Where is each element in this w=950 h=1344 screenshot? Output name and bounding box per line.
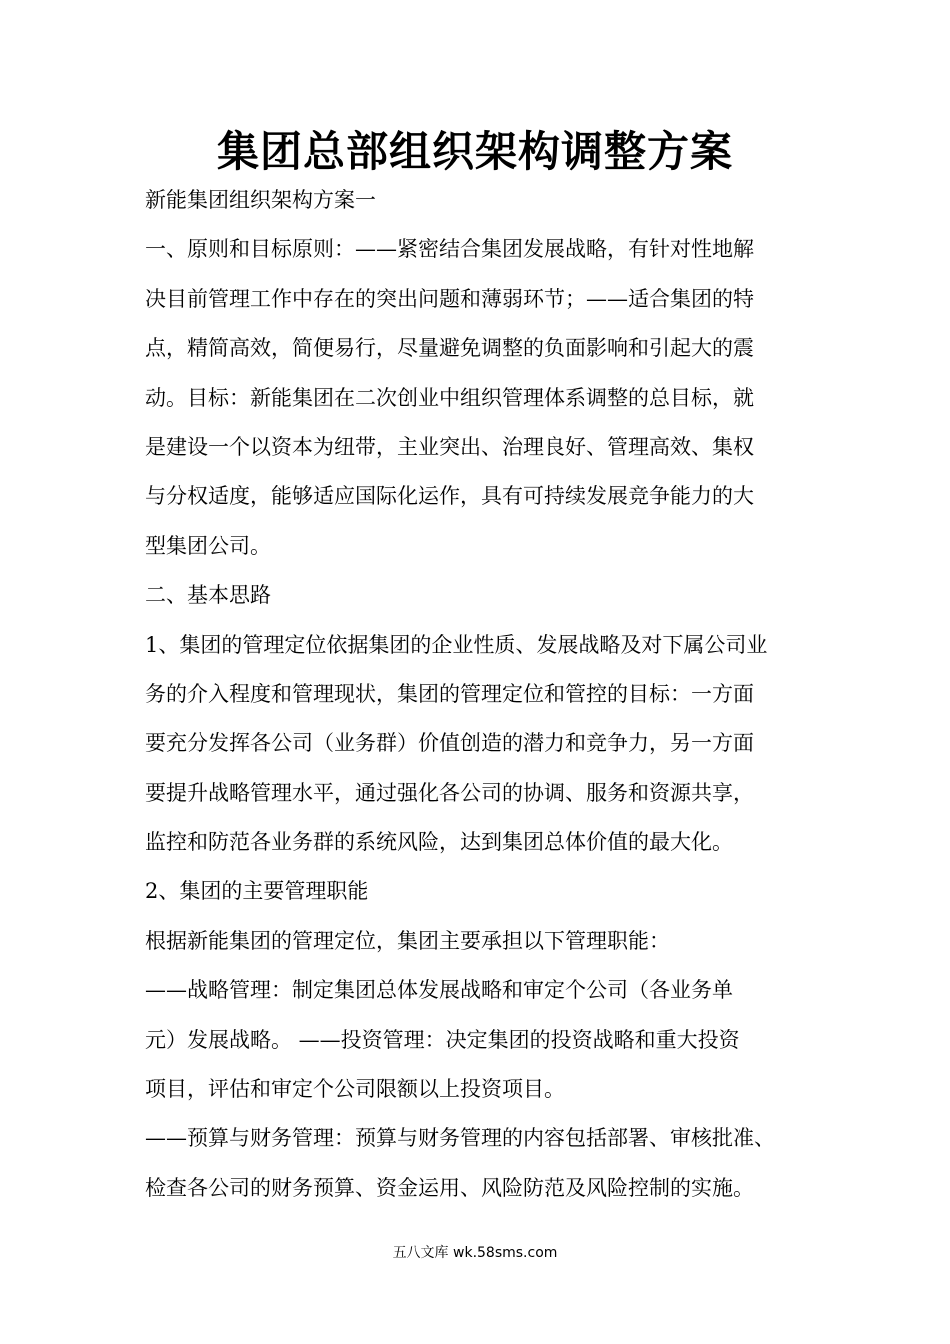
body-line: 要充分发挥各公司（业务群）价值创造的潜力和竞争力，另一方面	[145, 731, 754, 756]
body-line: ——预算与财务管理：预算与财务管理的内容包括部署、审核批准、	[145, 1126, 775, 1151]
page-footer: 五八文库 wk.58sms.com	[392, 1245, 558, 1261]
body-line: 动。目标：新能集团在二次创业中组织管理体系调整的总目标，就	[145, 385, 754, 410]
body-line: 监控和防范各业务群的系统风险，达到集团总体价值的最大化。	[145, 830, 733, 855]
subsection-heading: 2、集团的主要管理职能	[145, 879, 369, 904]
body-line: 点，精简高效，简便易行，尽量避免调整的负面影响和引起大的震	[145, 336, 754, 361]
body-line: 一、原则和目标原则：——紧密结合集团发展战略，有针对性地解	[145, 237, 754, 262]
body-line: 根据新能集团的管理定位，集团主要承担以下管理职能：	[145, 928, 670, 953]
body-line: 决目前管理工作中存在的突出问题和薄弱环节；——适合集团的特	[145, 286, 754, 311]
body-line: 型集团公司。	[145, 533, 271, 558]
body-line: 项目，评估和审定个公司限额以上投资项目。	[145, 1077, 565, 1102]
section-heading: 二、基本思路	[145, 583, 271, 608]
body-line: ——战略管理：制定集团总体发展战略和审定个公司（各业务单	[145, 978, 733, 1003]
body-line: 是建设一个以资本为纽带，主业突出、治理良好、管理高效、集权	[145, 434, 754, 459]
document-title: 集团总部组织架构调整方案	[216, 127, 733, 176]
document-body	[145, 176, 835, 1213]
body-line: 与分权适度，能够适应国际化运作，具有可持续发展竞争能力的大	[145, 484, 754, 509]
body-line: 新能集团组织架构方案一	[145, 188, 376, 212]
body-line: 务的介入程度和管理现状，集团的管理定位和管控的目标：一方面	[145, 681, 754, 706]
body-line: 1、集团的管理定位依据集团的企业性质、发展战略及对下属公司业	[145, 632, 768, 657]
body-line: 元）发展战略。 ——投资管理：决定集团的投资战略和重大投资	[145, 1027, 740, 1052]
body-line: 要提升战略管理水平，通过强化各公司的协调、服务和资源共享，	[145, 780, 754, 805]
body-line: 检查各公司的财务预算、资金运用、风险防范及风险控制的实施。	[145, 1175, 754, 1200]
